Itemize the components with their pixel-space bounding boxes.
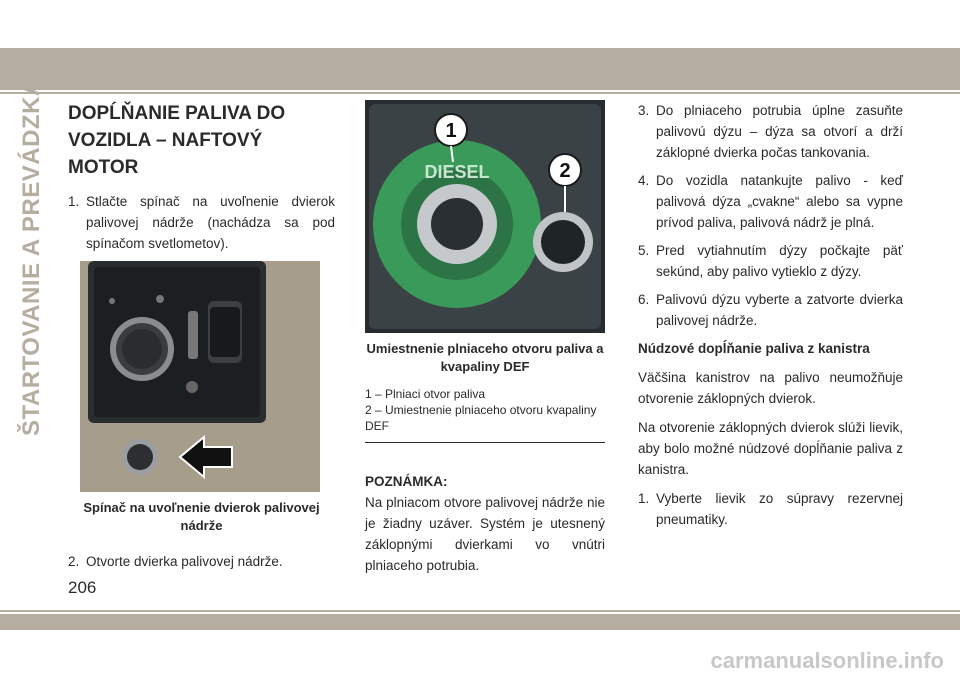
step-3 bbox=[638, 100, 903, 163]
legend-item-2: 2 – Umiestnenie plniaceho otvoru kvapaliny DEF bbox=[365, 403, 597, 433]
step-4 bbox=[638, 170, 903, 233]
note-title: POZNÁMKA: bbox=[365, 474, 448, 489]
footer-rule bbox=[0, 610, 960, 612]
step-number: 4. bbox=[638, 173, 650, 188]
step-5 bbox=[638, 240, 903, 282]
top-margin bbox=[0, 0, 960, 48]
fuel-filler-illustration bbox=[365, 100, 605, 333]
column-right bbox=[638, 100, 903, 537]
figure-legend bbox=[365, 386, 605, 443]
step-2 bbox=[68, 551, 335, 572]
callout-number-1: 1 bbox=[445, 120, 457, 142]
step-text: Vyberte lievik zo súpravy rezervnej pneumatiky. bbox=[656, 491, 903, 527]
fuel-filler-photo bbox=[365, 100, 605, 333]
fuel-door-switch-illustration bbox=[80, 261, 320, 492]
fuel-door-switch-photo bbox=[80, 261, 320, 492]
figure-caption-filler: Umiestnenie plniaceho otvoru paliva a kvapaliny DEF bbox=[366, 341, 604, 374]
step-number: 2. bbox=[68, 554, 80, 569]
step-1-funnel bbox=[638, 488, 903, 530]
step-text: Palivovú dýzu vyberte a zatvorte dvierka palivovej nádrže. bbox=[656, 292, 903, 328]
step-number: 1. bbox=[638, 491, 650, 506]
step-text: Stlačte spínač na uvoľnenie dvierok palivovej nádrže (nachádza sa pod spínačom svetlometov). bbox=[86, 194, 335, 251]
title-line-2: VOZIDLA – NAFTOVÝ bbox=[68, 130, 263, 151]
title-line-1: DOPĹŇANIE PALIVA DO bbox=[68, 103, 286, 124]
step-6 bbox=[638, 289, 903, 331]
step-number: 3. bbox=[638, 103, 650, 118]
step-number: 1. bbox=[68, 194, 80, 209]
page-number: 206 bbox=[68, 578, 97, 597]
step-text: Pred vytiahnutím dýzy počkajte päť sekúnd, aby palivo vytieklo z dýzy. bbox=[656, 243, 903, 279]
footer-bar bbox=[0, 614, 960, 630]
title-line-3: MOTOR bbox=[68, 157, 139, 178]
step-number: 5. bbox=[638, 243, 650, 258]
step-number: 6. bbox=[638, 292, 650, 307]
watermark: carmanualsonline.info bbox=[710, 648, 944, 673]
step-1 bbox=[68, 191, 335, 254]
paragraph-funnel: Na otvorenie záklopných dvierok slúži lievik, aby bolo možné núdzové dopĺňanie paliva z kanistra. bbox=[638, 420, 903, 477]
diesel-label: DIESEL bbox=[424, 162, 490, 182]
callout-number-2: 2 bbox=[559, 160, 571, 182]
paragraph-canisters: Väčšina kanistrov na palivo neumožňuje otvorenie záklopných dvierok. bbox=[638, 370, 903, 406]
step-text: Do plniaceho potrubia úplne zasuňte palivovú dýzu – dýza sa otvorí a drží záklopné dvierka počas tankovania. bbox=[656, 103, 903, 160]
column-left bbox=[68, 100, 335, 579]
header-rule bbox=[0, 92, 960, 94]
note-text: Na plniacom otvore palivovej nádrže nie je žiadny uzáver. Systém je utesnený záklopnými dvierkami vo vnútri plniaceho potrubia. bbox=[365, 495, 605, 573]
figure-caption-switch: Spínač na uvoľnenie dvierok palivovej nádrže bbox=[83, 500, 320, 533]
step-text: Otvorte dvierka palivovej nádrže. bbox=[86, 554, 283, 569]
legend-item-1: 1 – Plniaci otvor paliva bbox=[365, 387, 486, 401]
page-title bbox=[68, 100, 335, 181]
column-middle bbox=[365, 100, 605, 576]
emergency-refuel-heading: Núdzové dopĺňanie paliva z kanistra bbox=[638, 341, 870, 356]
section-side-label: ŠTARTOVANIE A PREVÁDZKA bbox=[18, 78, 45, 436]
header-bar bbox=[0, 48, 960, 90]
step-text: Do vozidla natankujte palivo - keď palivová dýza „cvakne“ alebo sa vypne prívod paliva, palivová nádrž je plná. bbox=[656, 173, 903, 230]
